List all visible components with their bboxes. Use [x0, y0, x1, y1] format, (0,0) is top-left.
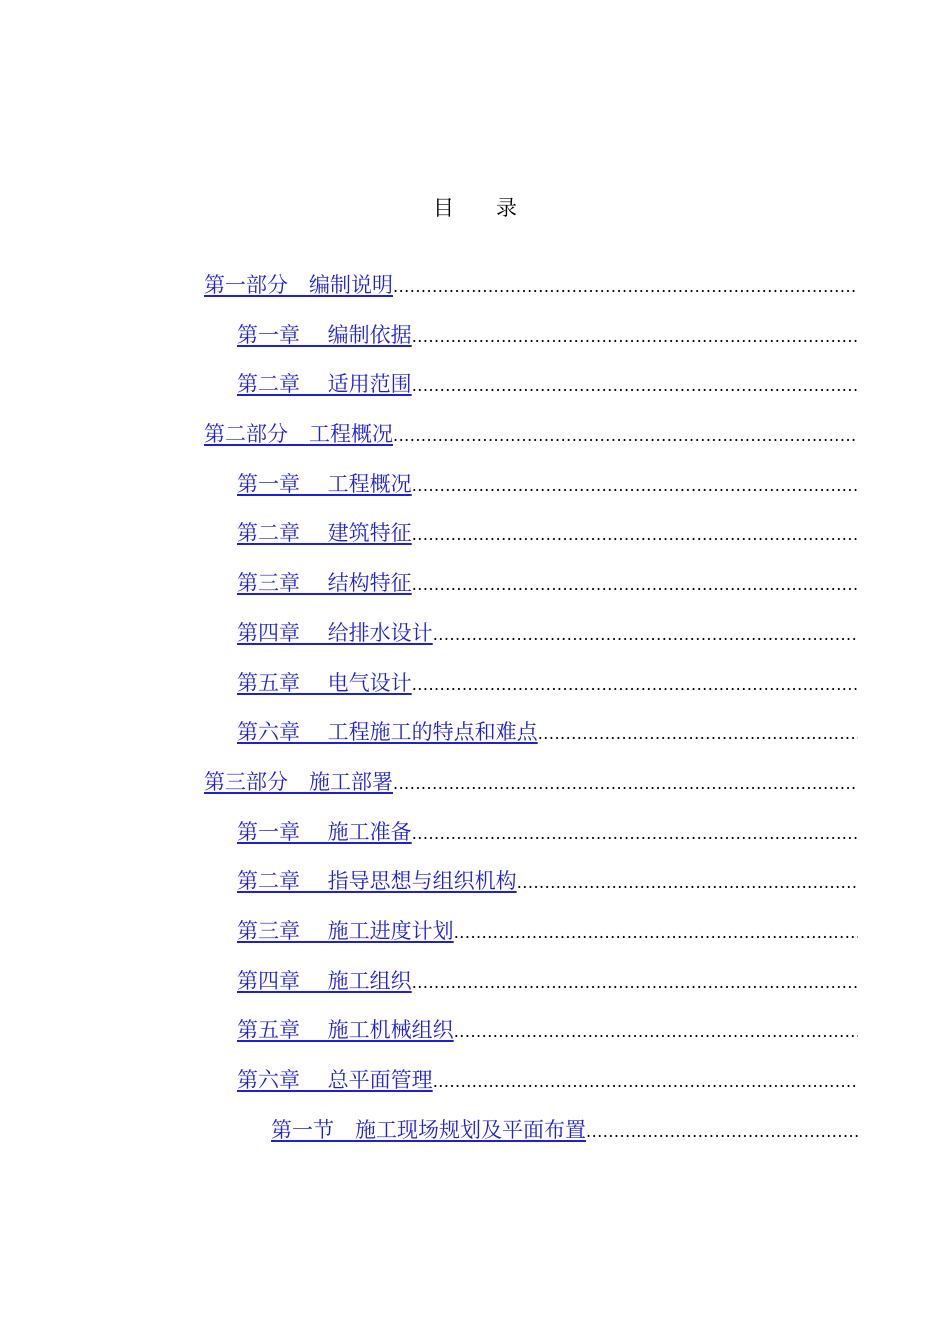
toc-leader-dots	[517, 868, 858, 898]
toc-entry	[0, 568, 950, 618]
toc-link[interactable]: 第四章 给排水设计	[237, 620, 433, 645]
toc-leader-dots	[393, 769, 858, 799]
toc-link[interactable]: 第一节 施工现场规划及平面布置	[271, 1117, 586, 1142]
toc-entry	[0, 320, 950, 370]
toc-entry	[0, 469, 950, 519]
toc-list	[0, 270, 950, 1164]
toc-link[interactable]: 第二章 建筑特征	[237, 521, 412, 546]
toc-leader-dots	[393, 421, 858, 451]
toc-leader-dots	[433, 620, 858, 650]
toc-entry	[0, 419, 950, 469]
toc-entry	[0, 866, 950, 916]
toc-leader-dots	[412, 570, 858, 600]
toc-link[interactable]: 第二部分 工程概况	[204, 422, 393, 447]
toc-leader-dots	[433, 1067, 858, 1097]
toc-leader-dots	[412, 520, 858, 550]
toc-link[interactable]: 第四章 施工组织	[237, 968, 412, 993]
toc-entry	[0, 1065, 950, 1115]
toc-leader-dots	[454, 918, 858, 948]
toc-entry	[0, 767, 950, 817]
toc-leader-dots	[412, 322, 858, 352]
toc-entry	[0, 916, 950, 966]
toc-leader-dots	[393, 272, 858, 302]
toc-leader-dots	[412, 968, 858, 998]
toc-entry	[0, 1015, 950, 1065]
toc-link[interactable]: 第五章 电气设计	[237, 670, 412, 695]
toc-leader-dots	[586, 1117, 858, 1147]
toc-link[interactable]: 第六章 工程施工的特点和难点	[237, 720, 538, 745]
toc-entry	[0, 1115, 950, 1165]
toc-entry	[0, 518, 950, 568]
toc-link[interactable]: 第一章 编制依据	[237, 322, 412, 347]
toc-title: 目 录	[433, 196, 517, 220]
toc-leader-dots	[412, 819, 858, 849]
toc-entry	[0, 618, 950, 668]
toc-entry	[0, 817, 950, 867]
toc-entry	[0, 717, 950, 767]
toc-leader-dots	[454, 1017, 858, 1047]
toc-link[interactable]: 第五章 施工机械组织	[237, 1018, 454, 1043]
toc-leader-dots	[412, 471, 858, 501]
toc-link[interactable]: 第一部分 编制说明	[204, 273, 393, 297]
toc-entry	[0, 668, 950, 718]
toc-link[interactable]: 第六章 总平面管理	[237, 1068, 433, 1092]
toc-link[interactable]: 第一章 工程概况	[237, 471, 412, 496]
toc-link[interactable]: 第三章 施工进度计划	[237, 918, 454, 943]
toc-leader-dots	[412, 670, 858, 700]
toc-link[interactable]: 第三部分 施工部署	[204, 769, 393, 794]
toc-entry	[0, 966, 950, 1016]
toc-link[interactable]: 第二章 指导思想与组织机构	[237, 869, 517, 894]
toc-leader-dots	[538, 719, 858, 749]
toc-entry	[0, 270, 950, 320]
toc-link[interactable]: 第三章 结构特征	[237, 571, 412, 596]
toc-leader-dots	[412, 371, 858, 401]
toc-entry	[0, 369, 950, 419]
toc-link[interactable]: 第二章 适用范围	[237, 372, 412, 397]
toc-link[interactable]: 第一章 施工准备	[237, 819, 412, 844]
